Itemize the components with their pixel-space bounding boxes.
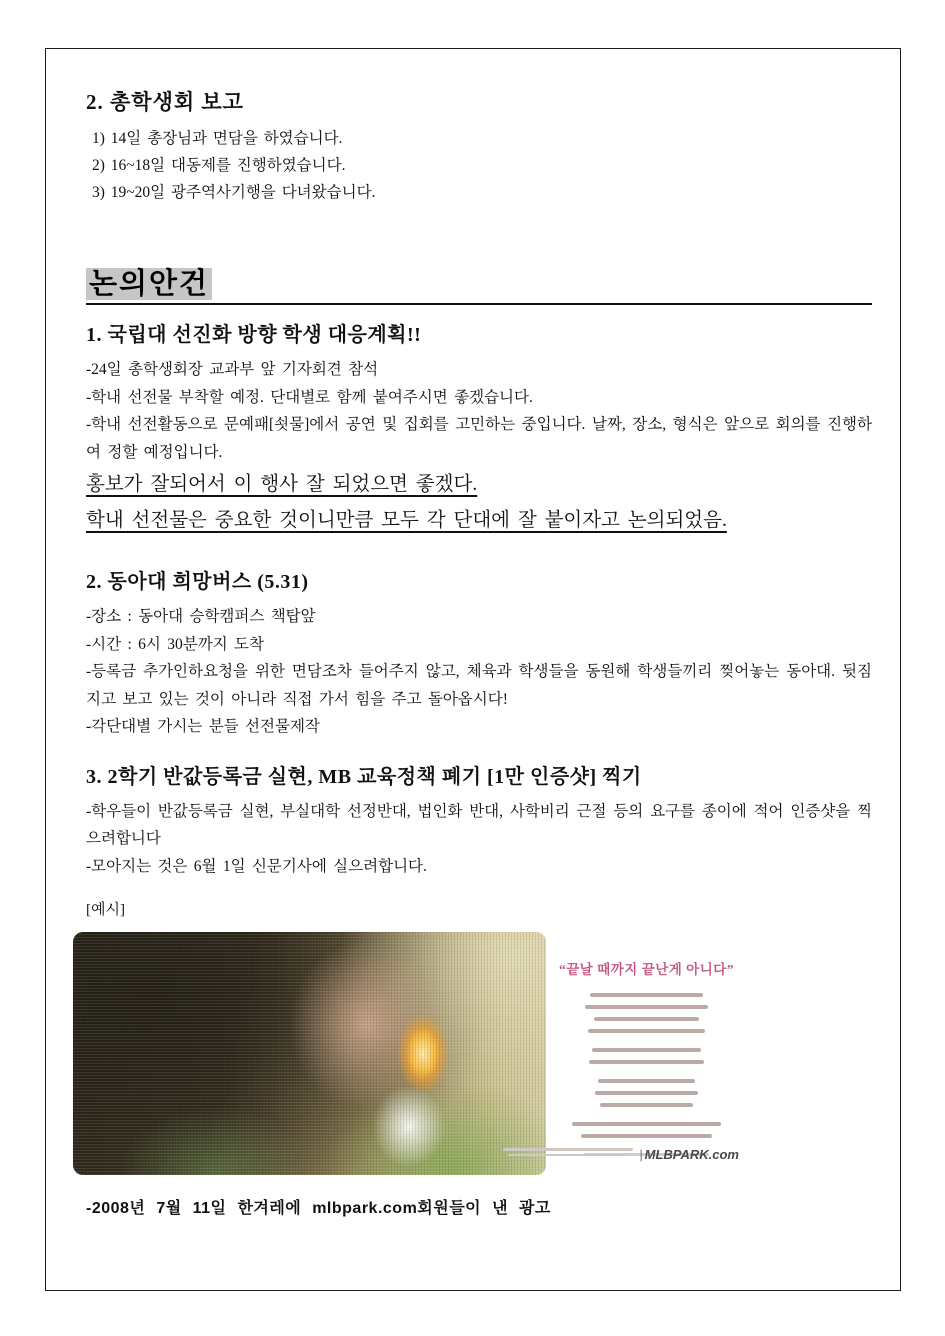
agenda-header-badge: 논의안건 <box>86 268 212 300</box>
report-section-title: 2. 총학생회 보고 <box>86 90 244 114</box>
text-line-bar <box>594 1017 699 1021</box>
topic2-line-2: -시간 : 6시 30분까지 도착 <box>86 635 265 653</box>
ad-paragraph-1 <box>546 993 747 1033</box>
page-border <box>45 48 901 1291</box>
mlbpark-logo <box>639 1147 739 1162</box>
text-line-bar <box>592 1048 701 1052</box>
text-line-bar <box>508 1154 628 1157</box>
text-line-bar <box>589 1060 704 1064</box>
report-item-1: 1) 14일 총장님과 면담을 하였습니다. <box>92 130 343 147</box>
text-line-bar <box>588 1029 705 1033</box>
ad-fine-print <box>503 1145 633 1162</box>
text-line-bar <box>572 1122 721 1126</box>
candle-mosaic-photo <box>73 932 546 1175</box>
topic1-line-2: -학내 선전물 부착할 예정. 단대별로 함께 붙여주시면 좋겠습니다. <box>86 388 533 406</box>
text-line-bar <box>595 1091 698 1095</box>
ad-headline: “끝날 때까지 끝난게 아니다” <box>558 962 735 977</box>
ad-caption: -2008년 7월 11일 한겨레에 mlbpark.com회원들이 낸 광고 <box>86 1200 551 1217</box>
report-item-2: 2) 16~18일 대동제를 진행하였습니다. <box>92 157 346 174</box>
example-label: [예시] <box>86 902 125 918</box>
ad-logo-row <box>503 1145 739 1162</box>
topic2-line-1: -장소 : 동아대 승학캠퍼스 책탑앞 <box>86 608 316 625</box>
report-items <box>86 125 872 206</box>
topic1-line-1: -24일 총학생회장 교과부 앞 기자회견 참석 <box>86 361 379 378</box>
ad-paragraph-4 <box>546 1122 747 1138</box>
text-line-bar <box>581 1134 712 1138</box>
logo-divider: | <box>639 1147 643 1162</box>
text-line-bar <box>590 993 703 997</box>
text-line-bar <box>503 1148 633 1151</box>
topic1-line-3: -학내 선전활동으로 문예패[쇳물]에서 공연 및 집회를 고민하는 중입니다. 날짜, 장소, 형식은 앞으로 회의를 진행하여 정할 예정입니다. <box>86 416 872 461</box>
topic3-line-1: -학우들이 반값등록금 실현, 부실대학 선정반대, 법인화 반대, 사학비리 근절 등의 요구를 종이에 적어 인증샷을 찍으려합니다 <box>86 802 872 847</box>
report-item-3: 3) 19~20일 광주역사기행을 다녀왔습니다. <box>92 184 376 201</box>
ad-text-panel <box>546 932 747 1175</box>
ad-paragraph-2 <box>546 1048 747 1064</box>
ad-paragraph-3 <box>546 1079 747 1107</box>
mlbpark-ad-image <box>73 932 747 1175</box>
text-line-bar <box>600 1103 692 1107</box>
topic2-line-3: -등록금 추가인하요청을 위한 면담조차 들어주지 않고, 체육과 학생들을 동원해 학생들끼리 찢어놓는 동아대. 뒷짐 지고 보고 있는 것이 아니라 직접 가서 힘을 주고 돌아옵시다! <box>86 663 872 708</box>
topic1-emphasis-1: 홍보가 잘되어서 이 행사 잘 되었으면 좋겠다. <box>86 474 478 495</box>
topic2-line-4: -각단대별 가시는 분들 선전물제작 <box>86 718 320 735</box>
topic2-title: 2. 동아대 희망버스 (5.31) <box>86 571 309 593</box>
text-line-bar <box>598 1079 694 1083</box>
agenda-header-rule <box>86 268 872 305</box>
topic1-title: 1. 국립대 선진화 방향 학생 대응계획!! <box>86 324 422 346</box>
text-line-bar <box>585 1005 708 1009</box>
topic1-emphasis-2: 학내 선전물은 중요한 것이니만큼 모두 각 단대에 잘 붙이자고 논의되었음. <box>86 510 727 531</box>
topic3-title: 3. 2학기 반값등록금 실현, MB 교육정책 폐기 [1만 인증샷] 찍기 <box>86 765 642 788</box>
topic3-line-2: -모아지는 것은 6월 1일 신문기사에 실으려합니다. <box>86 857 427 875</box>
logo-text: MLBPARK.com <box>644 1147 739 1162</box>
